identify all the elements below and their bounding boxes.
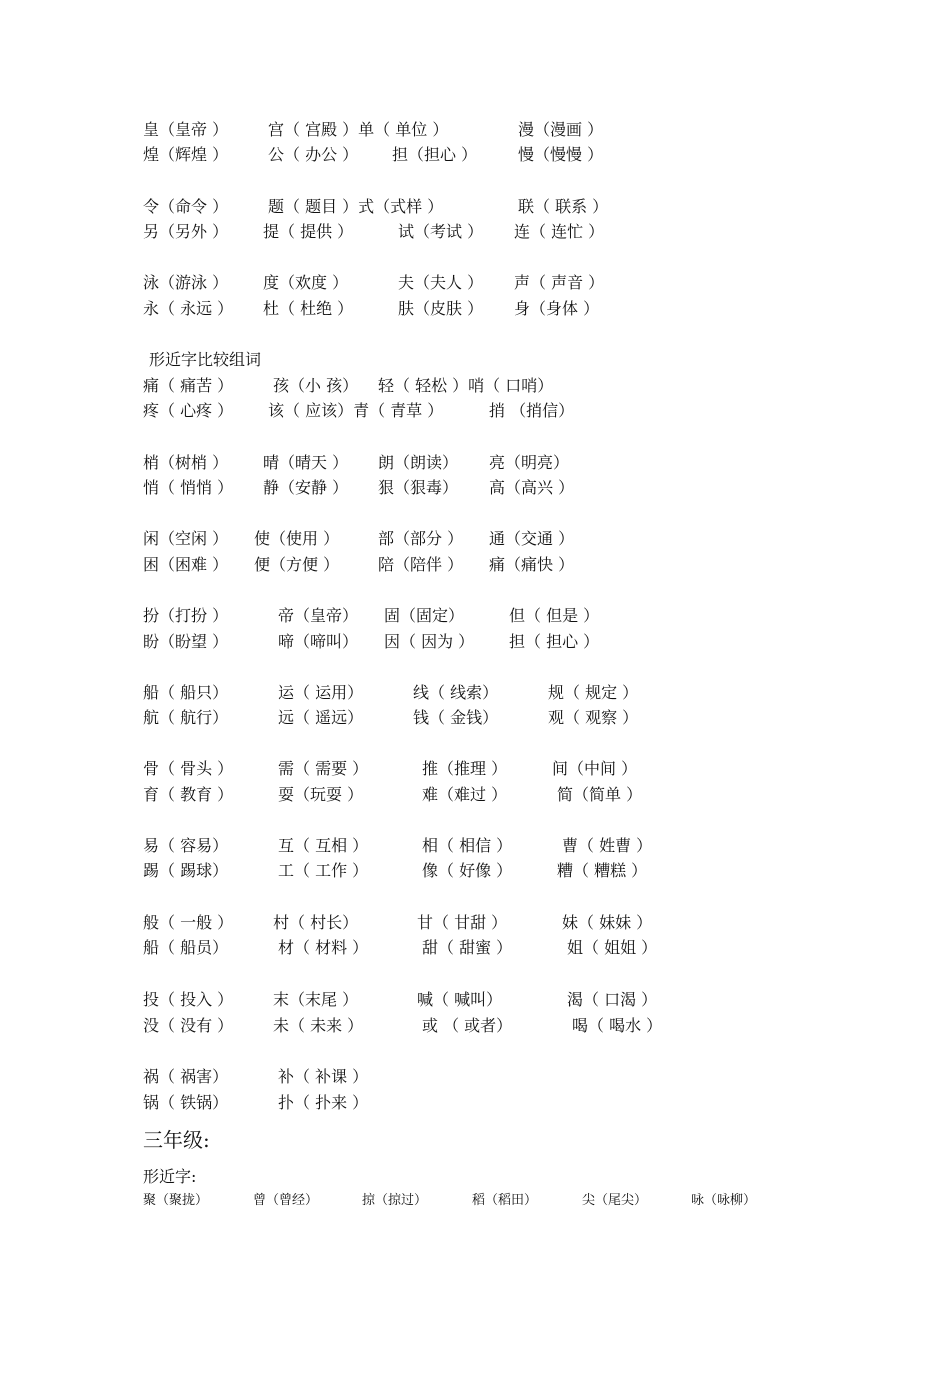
word-pair: 规（ 规定 ） [548, 683, 639, 702]
word-pair: 观（ 观察 ） [548, 708, 639, 727]
word-pair: 姐（ 姐姐 ） [567, 938, 658, 957]
word-pair: 声（ 声音 ） [514, 273, 605, 292]
word-row [0, 988, 950, 1012]
word-pair: 痛（痛快 ） [489, 555, 575, 574]
word-pair: 梢（树梢 ） [143, 453, 229, 472]
word-row [0, 374, 950, 398]
word-pair: 朗（朗读） [378, 453, 459, 472]
word-row [0, 859, 950, 883]
word-pair: 便（方便 ） [254, 555, 340, 574]
word-row [0, 706, 950, 730]
word-pair: 咏（咏柳） [691, 1193, 757, 1208]
word-pair: 连（ 连忙 ） [514, 222, 605, 241]
word-pair: 扑（ 扑来 ） [278, 1093, 369, 1112]
word-row [0, 681, 950, 705]
word-pair: 身（身体 ） [514, 299, 600, 318]
word-pair: 部（部分 ） [378, 529, 464, 548]
word-row [0, 936, 950, 960]
word-pair: 末（末尾 ） [273, 990, 359, 1009]
word-pair: 稻（稻田） [472, 1193, 538, 1208]
word-pair: 易（ 容易） [143, 836, 229, 855]
word-pair: 钱（ 金钱） [413, 708, 499, 727]
word-pair: 另（另外 ） [143, 222, 229, 241]
word-pair: 通（交通 ） [489, 529, 575, 548]
section-heading: 形近字比较组词 [149, 350, 262, 369]
word-pair: 航（ 航行） [143, 708, 229, 727]
word-pair: 锅（ 铁锅） [143, 1093, 229, 1112]
word-pair: 闲（空闲 ） [143, 529, 229, 548]
word-pair: 杜（ 杜绝 ） [263, 299, 354, 318]
word-pair: 或 （ 或者） [422, 1016, 513, 1035]
word-pair: 运（ 运用） [278, 683, 364, 702]
word-pair: 公（ 办公 ） [268, 145, 359, 164]
word-pair: 夫（夫人 ） [398, 273, 484, 292]
word-pair: 亮（明亮） [489, 453, 570, 472]
word-pair: 补（ 补课 ） [278, 1067, 369, 1086]
word-row [0, 399, 950, 423]
word-pair: 帝（皇帝） [278, 606, 359, 625]
word-row [0, 1091, 950, 1115]
word-row [0, 271, 950, 295]
word-pair: 孩（小 孩） [273, 376, 359, 395]
word-row [0, 911, 950, 935]
word-pair: 静（安静 ） [263, 478, 349, 497]
word-row [0, 195, 950, 219]
word-pair: 像（ 好像 ） [422, 861, 513, 880]
word-pair: 般（ 一般 ） [143, 913, 234, 932]
word-pair: 悄（ 悄悄 ） [143, 478, 234, 497]
word-pair: 祸（ 祸害） [143, 1067, 229, 1086]
word-pair: 工（ 工作 ） [278, 861, 369, 880]
word-pair: 船（ 船只） [143, 683, 229, 702]
word-pair: 永（ 永远 ） [143, 299, 234, 318]
word-pair: 骨（ 骨头 ） [143, 759, 234, 778]
word-pair: 担（担心 ） [392, 145, 478, 164]
word-row [0, 451, 950, 475]
word-row [0, 297, 950, 321]
word-pair: 渴（ 口渴 ） [567, 990, 658, 1009]
word-pair: 简（简单 ） [557, 785, 643, 804]
word-row [0, 757, 950, 781]
word-pair: 间（中间 ） [552, 759, 638, 778]
word-pair: 喝（ 喝水 ） [572, 1016, 663, 1035]
word-row [0, 476, 950, 500]
word-pair: 慢（慢慢 ） [518, 145, 604, 164]
word-pair: 固（固定） [384, 606, 465, 625]
word-pair: 盼（盼望 ） [143, 632, 229, 651]
word-pair: 漫（漫画 ） [518, 120, 604, 139]
word-pair: 啼（啼叫） [278, 632, 359, 651]
word-pair: 甘（ 甘甜 ） [417, 913, 508, 932]
word-pair: 提（ 提供 ） [263, 222, 354, 241]
word-pair: 未（ 未来 ） [273, 1016, 364, 1035]
word-row [0, 834, 950, 858]
word-pair: 因（ 因为 ） [384, 632, 475, 651]
word-pair: 痛（ 痛苦 ） [143, 376, 234, 395]
word-pair: 曾（曾经） [253, 1193, 319, 1208]
grade-title: 三年级: [143, 1128, 210, 1152]
word-pair: 肤（皮肤 ） [398, 299, 484, 318]
sub-label: 形近字: [143, 1167, 197, 1186]
word-pair: 投（ 投入 ） [143, 990, 234, 1009]
word-row [0, 630, 950, 654]
word-pair: 难（难过 ） [422, 785, 508, 804]
word-pair: 度（欢度 ） [263, 273, 349, 292]
word-pair: 泳（游泳 ） [143, 273, 229, 292]
word-pair: 联（ 联系 ） [518, 197, 609, 216]
word-pair: 糟（ 糟糕 ） [557, 861, 648, 880]
word-pair: 育（ 教育 ） [143, 785, 234, 804]
word-pair: 晴（晴天 ） [263, 453, 349, 472]
word-pair: 宫（ 宫殿 ）单（ 单位 ） [268, 120, 449, 139]
word-pair: 使（使用 ） [254, 529, 340, 548]
word-pair: 耍（玩耍 ） [278, 785, 364, 804]
word-pair: 疼（ 心疼 ） [143, 401, 234, 420]
word-row [0, 604, 950, 628]
word-pair: 线（ 线索） [413, 683, 499, 702]
word-row [0, 1014, 950, 1038]
word-pair: 踢（ 踢球） [143, 861, 229, 880]
word-pair: 狠（狠毒） [378, 478, 459, 497]
word-row [0, 553, 950, 577]
word-pair: 村（ 村长） [273, 913, 359, 932]
word-pair: 困（困难 ） [143, 555, 229, 574]
word-pair: 担（ 担心 ） [509, 632, 600, 651]
word-pair: 高（高兴 ） [489, 478, 575, 497]
word-pair: 捎 （捎信） [489, 401, 575, 420]
word-pair: 材（ 材料 ） [278, 938, 369, 957]
word-pair: 题（ 题目 ）式（式样 ） [268, 197, 444, 216]
word-row [0, 783, 950, 807]
word-pair: 相（ 相信 ） [422, 836, 513, 855]
word-row [0, 527, 950, 551]
word-pair: 煌（辉煌 ） [143, 145, 229, 164]
word-pair: 需（ 需要 ） [278, 759, 369, 778]
word-pair: 掠（掠过） [362, 1193, 428, 1208]
word-pair: 扮（打扮 ） [143, 606, 229, 625]
word-pair: 该（ 应该）青（ 青草 ） [268, 401, 444, 420]
word-row [0, 143, 950, 167]
word-pair: 试（考试 ） [398, 222, 484, 241]
word-pair: 令（命令 ） [143, 197, 229, 216]
word-pair: 船（ 船员） [143, 938, 229, 957]
word-pair: 但（ 但是 ） [509, 606, 600, 625]
word-pair: 喊（ 喊叫） [417, 990, 503, 1009]
word-row [0, 220, 950, 244]
word-pair: 轻（ 轻松 ）哨（ 口哨） [378, 376, 554, 395]
word-pair: 皇（皇帝 ） [143, 120, 229, 139]
word-pair: 尖（尾尖） [582, 1193, 648, 1208]
word-pair: 没（ 没有 ） [143, 1016, 234, 1035]
word-pair: 妹（ 妹妹 ） [562, 913, 653, 932]
word-pair: 聚（聚拢） [143, 1193, 209, 1208]
word-pair: 曹（ 姓曹 ） [562, 836, 653, 855]
word-pair: 互（ 互相 ） [278, 836, 369, 855]
word-row [0, 1189, 950, 1213]
word-row [0, 1065, 950, 1089]
word-row [0, 118, 950, 142]
word-pair: 推（推理 ） [422, 759, 508, 778]
word-pair: 甜（ 甜蜜 ） [422, 938, 513, 957]
word-pair: 远（ 遥远） [278, 708, 364, 727]
word-pair: 陪（陪伴 ） [378, 555, 464, 574]
